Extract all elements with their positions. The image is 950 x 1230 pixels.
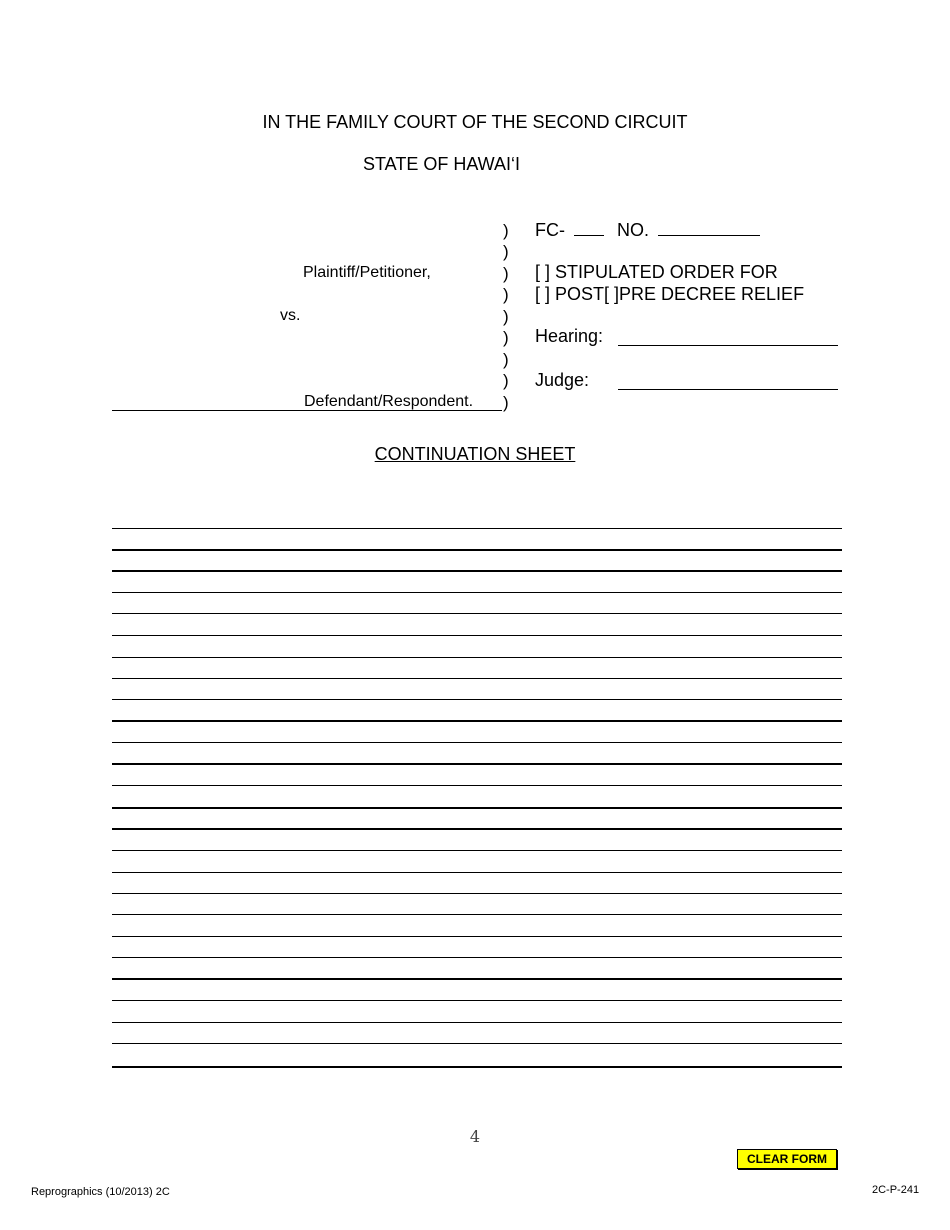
no-label: NO.: [617, 220, 650, 240]
ruled-line: [112, 936, 842, 937]
ruled-line: [112, 1066, 842, 1068]
caption-paren: ): [503, 371, 509, 390]
ruled-line: [112, 807, 842, 809]
ruled-line: [112, 678, 842, 679]
caption-paren: ): [503, 264, 509, 283]
caption-paren: ): [503, 307, 509, 326]
caption-paren: ): [503, 242, 509, 261]
fc-field[interactable]: [574, 234, 604, 236]
versus-label: vs.: [280, 307, 301, 324]
ruled-line: [112, 720, 842, 722]
ruled-line: [112, 613, 842, 614]
form-code: 2C-P-241: [872, 1184, 920, 1196]
ruled-line: [112, 872, 842, 873]
ruled-line: [112, 785, 842, 786]
ruled-line: [112, 828, 842, 830]
judge-label: Judge:: [535, 370, 590, 390]
caption-paren: ): [503, 328, 509, 347]
ruled-line: [112, 957, 842, 958]
case-number-row: [535, 220, 760, 241]
ruled-line: [112, 657, 842, 658]
ruled-line: [112, 893, 842, 894]
ruled-line: [112, 528, 842, 529]
ruled-line: [112, 592, 842, 593]
caption-paren: ): [503, 393, 509, 412]
ruled-line: [112, 699, 842, 700]
hearing-label: Hearing:: [535, 326, 604, 346]
ruled-line: [112, 635, 842, 636]
court-state: STATE OF HAWAI‘I: [363, 154, 520, 174]
ruled-line: [112, 850, 842, 851]
caption-paren: ): [503, 221, 509, 240]
plaintiff-label: Plaintiff/Petitioner,: [303, 264, 431, 281]
stipulated-order-checkbox[interactable]: [ ] STIPULATED ORDER FOR: [535, 262, 778, 282]
ruled-line: [112, 742, 842, 743]
ruled-line: [112, 763, 842, 765]
ruled-line: [112, 549, 842, 551]
court-title: IN THE FAMILY COURT OF THE SECOND CIRCUIT: [262, 112, 688, 132]
clear-form-button[interactable]: CLEAR FORM: [737, 1149, 837, 1169]
defendant-label: Defendant/Respondent.: [304, 393, 474, 410]
ruled-line: [112, 1000, 842, 1001]
ruled-line: [112, 570, 842, 572]
reprographics-footer: Reprographics (10/2013) 2C: [31, 1186, 170, 1198]
judge-field[interactable]: [618, 389, 838, 390]
page-number: 4: [469, 1127, 481, 1146]
ruled-line: [112, 914, 842, 915]
ruled-line: [112, 978, 842, 980]
ruled-line: [112, 1022, 842, 1023]
fc-label: FC-: [535, 220, 565, 240]
decree-relief-checkbox[interactable]: [ ] POST[ ]PRE DECREE RELIEF: [535, 284, 805, 304]
caption-paren: ): [503, 350, 509, 369]
hearing-field[interactable]: [618, 345, 838, 346]
ruled-line: [112, 1043, 842, 1044]
case-no-field[interactable]: [658, 234, 760, 236]
caption-paren: ): [503, 285, 509, 304]
defendant-name-line[interactable]: [112, 410, 502, 411]
continuation-sheet-title: CONTINUATION SHEET: [374, 444, 576, 464]
